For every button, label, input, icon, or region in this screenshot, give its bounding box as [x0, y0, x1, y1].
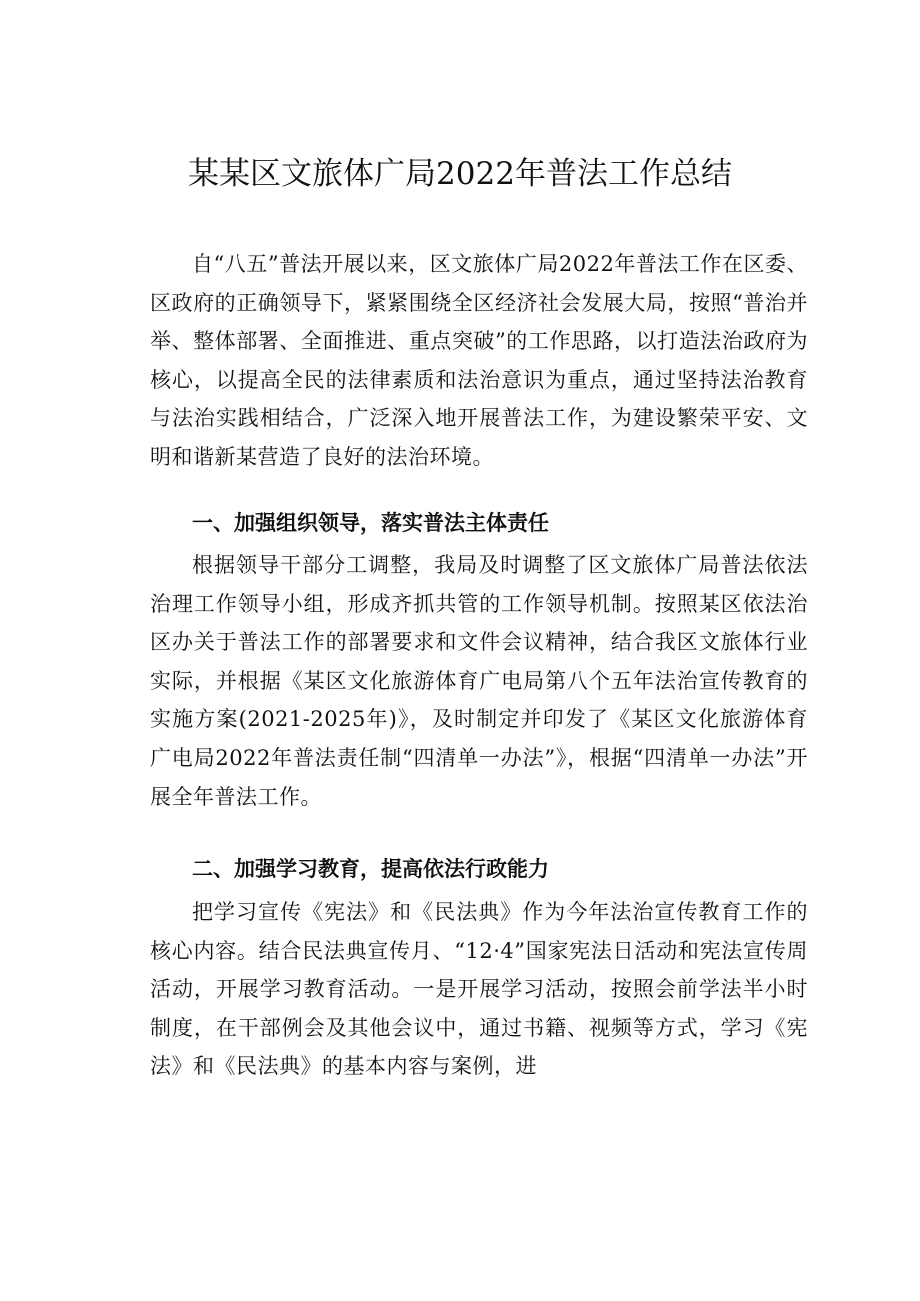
- section-heading-2: 二、加强学习教育，提高依法行政能力: [192, 857, 549, 881]
- intro-paragraph: 自“八五”普法开展以来，区文旅体广局2022年普法工作在区委、区政府的正确领导下，紧紧围绕全区经济社会发展大局，按照“普治并举、整体部署、全面推进、重点突破”的工作思路，以打造法治政府为核心，以提高全民的法律素质和法治意识为重点，通过坚持法治教育与法治实践相结合，广泛深入地开展普法工作，为建设繁荣平安、文明和谐新某营造了良好的法治环境。: [150, 252, 808, 469]
- section-1-paragraph: 根据领导干部分工调整，我局及时调整了区文旅体广局普法依法治理工作领导小组，形成齐抓共管的工作领导机制。按照某区依法治区办关于普法工作的部署要求和文件会议精神，结合我区文旅体行业实际，并根据《某区文化旅游体育广电局第八个五年法治宣传教育的实施方案(2021-2025年)》，及时制定并印发了《某区文化旅游体育广电局2022年普法责任制“四清单一办法”》，根据“四清单一办法”开展全年普法工作。: [150, 553, 808, 809]
- section-2-paragraph: 把学习宣传《宪法》和《民法典》作为今年法治宣传教育工作的核心内容。结合民法典宣传月、“12·4”国家宪法日活动和宪法宣传周活动，开展学习教育活动。一是开展学习活动，按照会前学法半小时制度，在干部例会及其他会议中，通过书籍、视频等方式，学习《宪法》和《民法典》的基本内容与案例，进: [150, 900, 808, 1079]
- document-title: 某某区文旅体广局2022年普法工作总结: [188, 156, 732, 192]
- section-heading-1: 一、加强组织领导，落实普法主体责任: [192, 511, 549, 535]
